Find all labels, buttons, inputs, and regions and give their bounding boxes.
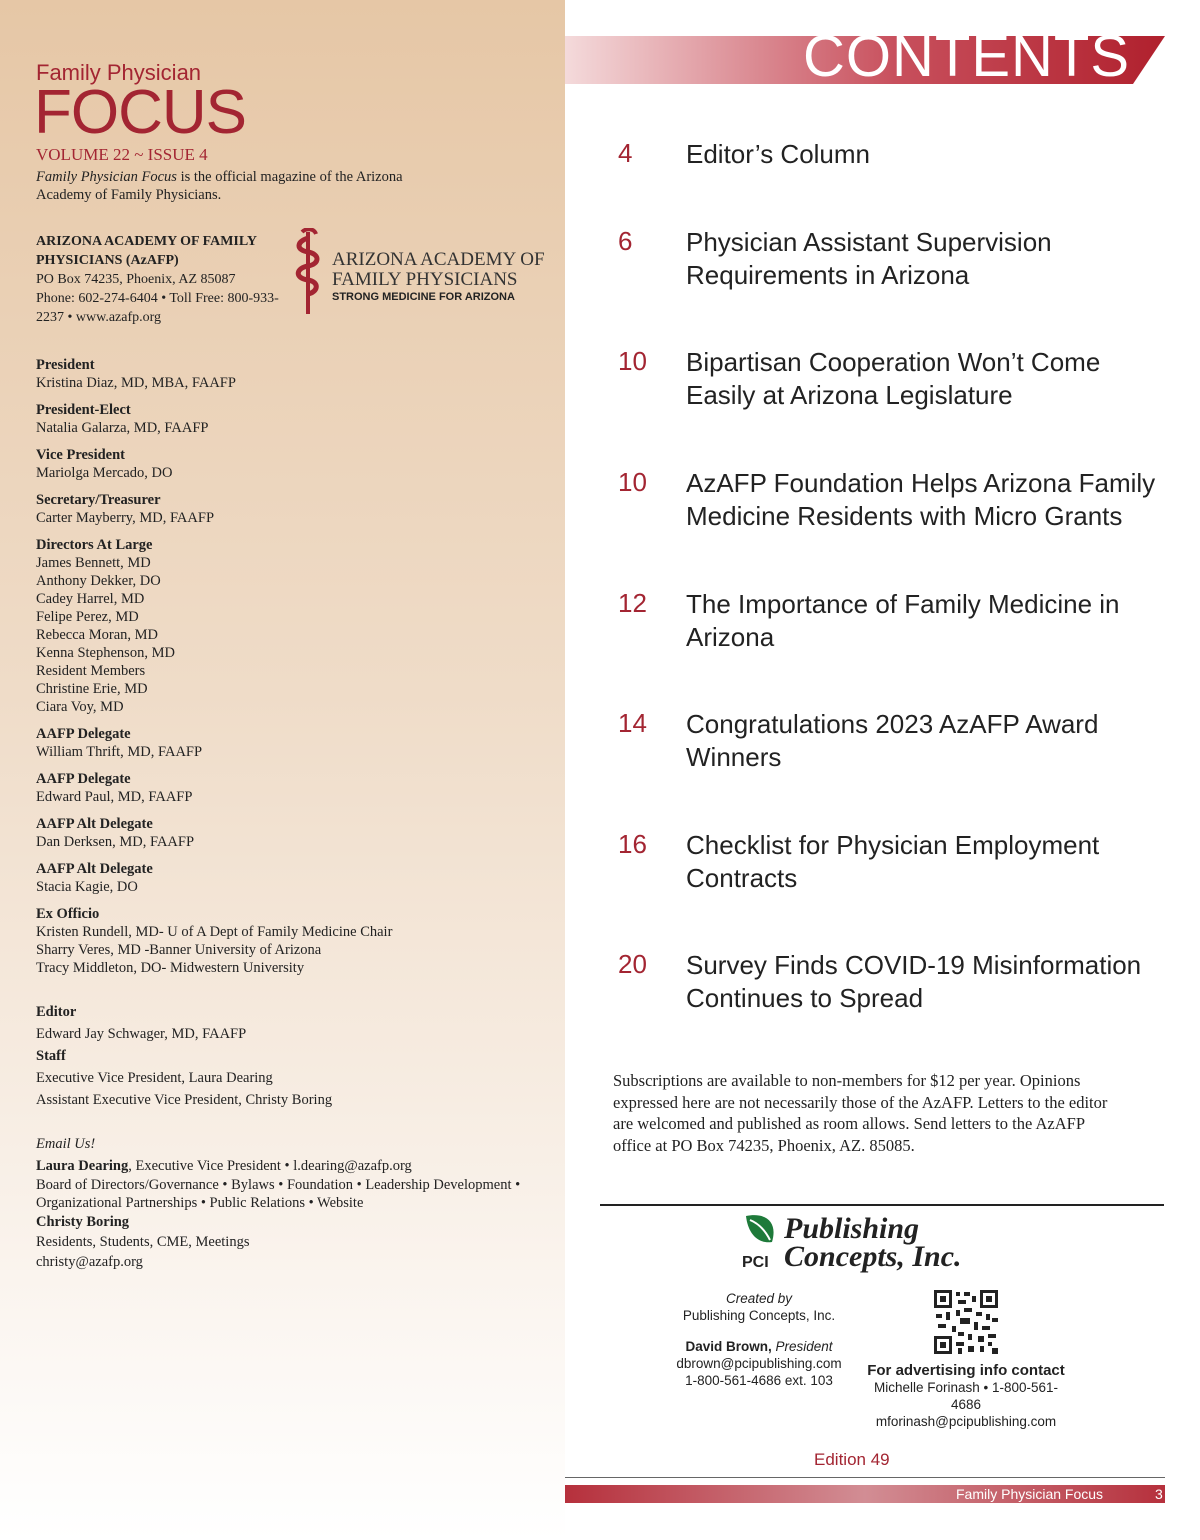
staff-label: Staff — [36, 1048, 66, 1064]
contact-1-topics: Board of Directors/Governance • Bylaws • Foundation • Leadership Development • Organizational Partnerships • Public Relations • Website — [36, 1177, 521, 1211]
officer-role: President — [36, 357, 95, 373]
toc-page-number: 12 — [618, 588, 647, 618]
officer-name: Kristen Rundell, MD- U of A Dept of Family Medicine Chair — [36, 924, 393, 940]
toc-page-number: 20 — [618, 949, 647, 979]
toc-article-title: Checklist for Physician Employment Contracts — [686, 830, 1100, 893]
created-by-block — [670, 1290, 848, 1389]
footer-page-number: 3 — [1155, 1486, 1163, 1502]
logo-line-2: FAMILY PHYSICIANS — [332, 269, 518, 290]
created-by-label: Created by — [725, 1291, 793, 1306]
publisher-person-phone: 1-800-561-4686 ext. 103 — [685, 1373, 833, 1388]
officer-group — [36, 446, 516, 482]
contact-1-title[interactable]: , Executive Vice President • l.dearing@azafp.org — [128, 1158, 412, 1174]
officer-group — [36, 491, 516, 527]
pci-name-line-2: Concepts, Inc. — [784, 1240, 962, 1273]
masthead-title: FOCUS — [34, 78, 246, 147]
org-name: ARIZONA ACADEMY OF FAMILY PHYSICIANS (AzAFP) — [36, 234, 257, 268]
org-phone: Phone: 602-274-6404 • Toll Free: 800-933-2237 • www.azafp.org — [36, 291, 279, 325]
subscriptions-note: Subscriptions are available to non-members for $12 per year. Opinions expressed here are not necessarily those of the AzAFP. Letters to the editor are welcomed and published as room allows. Send letters to the AzAFP office at PO Box 74235, Phoenix, AZ. 85085. — [613, 1071, 1108, 1155]
publisher-person-name: David Brown, — [685, 1339, 772, 1354]
officer-name: Felipe Perez, MD — [36, 609, 139, 625]
toc-page-number: 6 — [618, 226, 633, 256]
officer-group — [36, 905, 516, 977]
officer-name: Sharry Veres, MD -Banner University of Arizona — [36, 942, 322, 958]
logo-line-1: ARIZONA ACADEMY OF — [332, 249, 545, 270]
officer-name: William Thrift, MD, FAAFP — [36, 744, 203, 760]
toc-article-title: Editor’s Column — [686, 139, 871, 169]
editor-section — [36, 1001, 516, 1111]
officer-role: Directors At Large — [36, 537, 153, 553]
officer-group — [36, 770, 516, 806]
footer-publication: Family Physician Focus — [956, 1486, 1104, 1502]
toc-article-title: Bipartisan Cooperation Won’t Come Easily at Arizona Legislature — [686, 347, 1101, 410]
staff-member: Assistant Executive Vice President, Christy Boring — [36, 1092, 333, 1108]
advertising-contact: Michelle Forinash • 1-800-561-4686 — [873, 1380, 1059, 1412]
divider — [600, 1204, 1164, 1206]
divider — [565, 1477, 1165, 1478]
editor-label: Editor — [36, 1004, 77, 1020]
pci-logo — [742, 1212, 1002, 1282]
email-section — [36, 1134, 536, 1272]
officer-name: James Bennett, MD — [36, 555, 151, 571]
editor-name: Edward Jay Schwager, MD, FAAFP — [36, 1026, 247, 1042]
officer-name: Ciara Voy, MD — [36, 699, 124, 715]
toc-article-title: Physician Assistant Supervision Requirements in Arizona — [686, 227, 1052, 290]
masthead-desc-rest: is the official magazine of the Arizona Academy of Family Physicians. — [36, 169, 403, 203]
officer-role: Ex Officio — [36, 906, 100, 922]
masthead-subtitle: Family Physician — [36, 60, 202, 85]
contact-2-email[interactable]: christy@azafp.org — [36, 1254, 143, 1270]
toc-article-title: Survey Finds COVID-19 Misinformation Continues to Spread — [686, 950, 1142, 1013]
email-label: Email Us! — [36, 1136, 96, 1152]
pci-name-line-1: Publishing — [784, 1212, 920, 1245]
pci-abbr: PCI — [742, 1254, 769, 1271]
officer-name: Dan Derksen, MD, FAAFP — [36, 834, 195, 850]
organization-info — [36, 232, 281, 327]
officer-name: Natalia Galarza, MD, FAAFP — [36, 420, 209, 436]
advertising-heading: For advertising info contact — [867, 1362, 1065, 1379]
officer-name: Resident Members — [36, 663, 146, 679]
pci-leaf-icon — [742, 1212, 782, 1272]
advertising-block — [866, 1362, 1066, 1430]
officers-list — [36, 356, 516, 986]
masthead-desc-italic: Family Physician Focus — [36, 169, 177, 185]
edition-label: Edition 49 — [814, 1450, 890, 1469]
officer-name: Kristina Diaz, MD, MBA, FAAFP — [36, 375, 236, 391]
officer-name: Anthony Dekker, DO — [36, 573, 161, 589]
toc-page-number: 14 — [618, 708, 647, 738]
contact-1-name: Laura Dearing — [36, 1158, 129, 1174]
masthead-volume: VOLUME 22 ~ ISSUE 4 — [36, 145, 208, 164]
toc-page-number: 10 — [618, 346, 647, 376]
officer-role: AAFP Delegate — [36, 726, 131, 742]
officer-group — [36, 536, 516, 716]
officer-group — [36, 356, 516, 392]
officer-name: Christine Erie, MD — [36, 681, 148, 697]
contact-2-name: Christy Boring — [36, 1214, 130, 1230]
toc-page-number: 10 — [618, 467, 647, 497]
officer-role: AAFP Alt Delegate — [36, 861, 153, 877]
toc-page-number: 16 — [618, 829, 647, 859]
caduceus-icon — [288, 228, 328, 318]
officer-role: AAFP Alt Delegate — [36, 816, 153, 832]
publisher-person-email[interactable]: dbrown@pcipublishing.com — [676, 1356, 842, 1371]
officer-role: Vice President — [36, 447, 125, 463]
azafp-logo — [288, 228, 545, 318]
publisher-person-title: President — [771, 1339, 833, 1354]
advertising-email[interactable]: mforinash@pcipublishing.com — [875, 1414, 1057, 1429]
toc-article-title: The Importance of Family Medicine in Arizona — [686, 589, 1120, 652]
officer-group — [36, 815, 516, 851]
org-address: PO Box 74235, Phoenix, AZ 85087 — [36, 272, 236, 287]
toc-page-number: 4 — [618, 138, 633, 168]
contact-2-topics: Residents, Students, CME, Meetings — [36, 1234, 250, 1250]
officer-name: Tracy Middleton, DO- Midwestern University — [36, 960, 305, 976]
officer-role: President-Elect — [36, 402, 131, 418]
officer-name: Mariolga Mercado, DO — [36, 465, 173, 481]
officer-group — [36, 860, 516, 896]
staff-member: Executive Vice President, Laura Dearing — [36, 1070, 273, 1086]
toc-article-title: Congratulations 2023 AzAFP Award Winners — [686, 709, 1099, 772]
officer-name: Cadey Harrel, MD — [36, 591, 145, 607]
masthead-description — [36, 168, 416, 204]
contents-title: CONTENTS — [803, 24, 1130, 89]
officer-name: Rebecca Moran, MD — [36, 627, 158, 643]
officer-role: AAFP Delegate — [36, 771, 131, 787]
qr-code-icon[interactable] — [932, 1288, 1000, 1356]
officer-name: Stacia Kagie, DO — [36, 879, 138, 895]
officer-group — [36, 725, 516, 761]
officer-name: Kenna Stephenson, MD — [36, 645, 175, 661]
toc-article-title: AzAFP Foundation Helps Arizona Family Medicine Residents with Micro Grants — [686, 468, 1156, 531]
logo-tagline: STRONG MEDICINE FOR ARIZONA — [332, 291, 515, 303]
officer-group — [36, 401, 516, 437]
officer-name: Carter Mayberry, MD, FAAFP — [36, 510, 215, 526]
publisher-company: Publishing Concepts, Inc. — [682, 1308, 836, 1323]
officer-role: Secretary/Treasurer — [36, 492, 161, 508]
officer-name: Edward Paul, MD, FAAFP — [36, 789, 193, 805]
